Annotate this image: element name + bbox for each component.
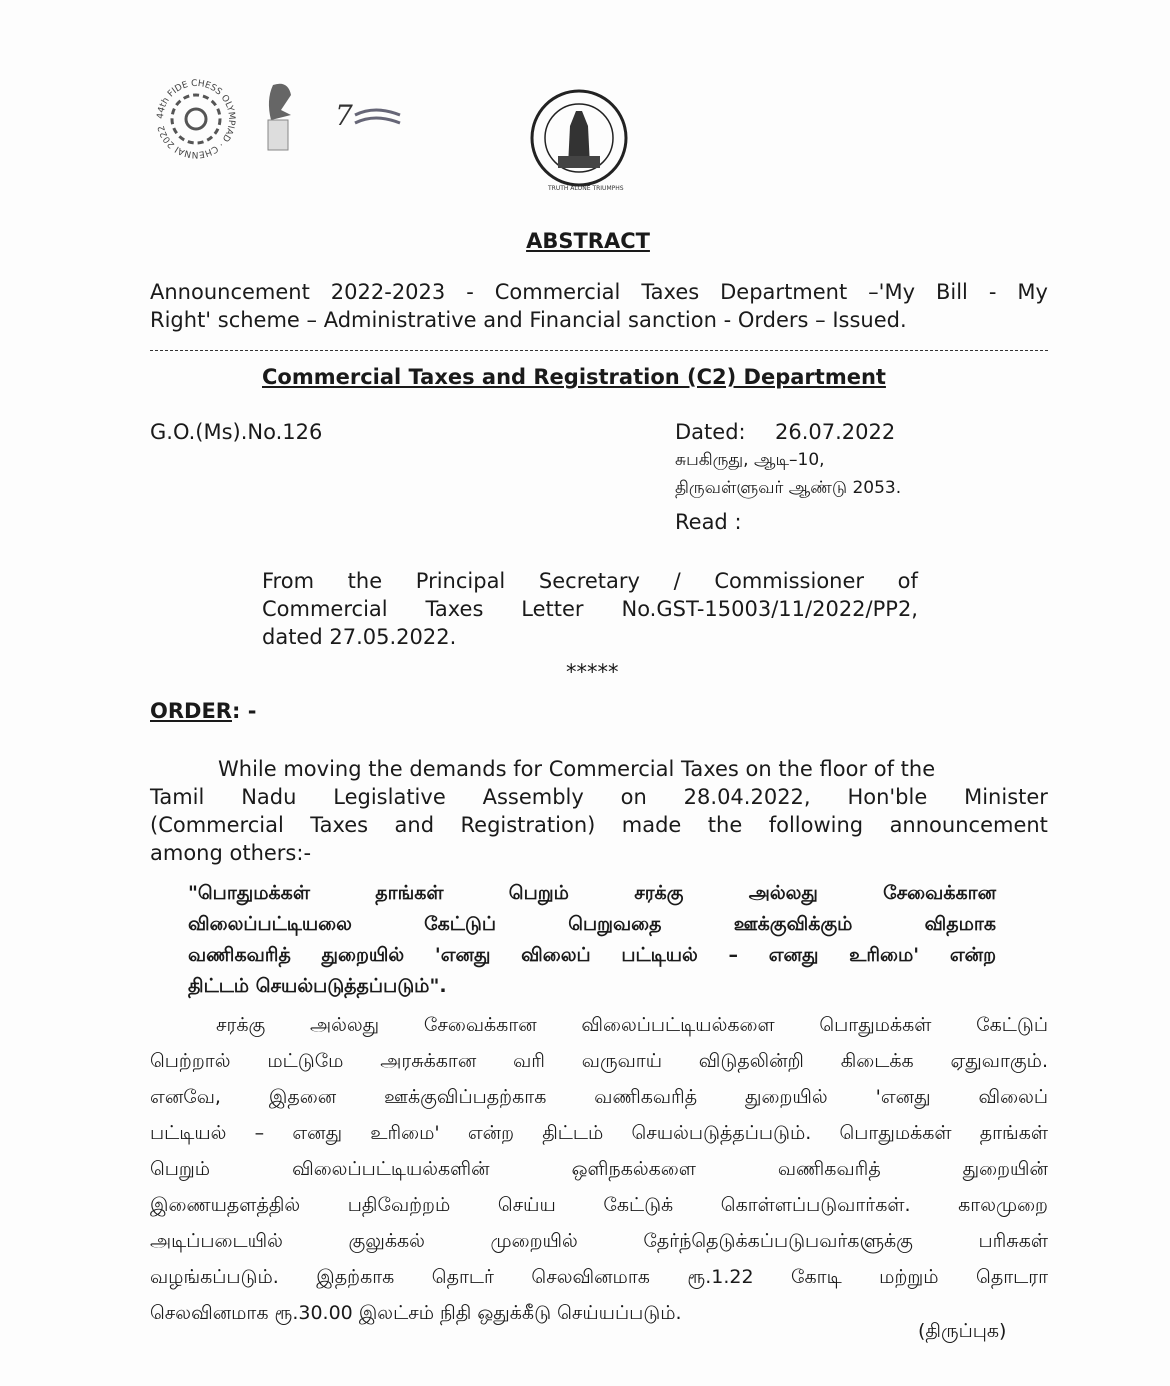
mascot-logo — [258, 80, 298, 155]
word: Letter — [521, 597, 584, 621]
tamil-nadu-emblem — [518, 86, 640, 194]
quote-line-4: திட்டம் செயல்படுத்தப்படும்". — [188, 975, 447, 997]
word: ஊக்குவிக்கும் — [733, 913, 853, 935]
order-para-line-4: among others:- — [150, 841, 312, 865]
continued-note: (திருப்புக) — [918, 1320, 1007, 1342]
abstract-heading: ABSTRACT — [526, 229, 650, 253]
tamil-line: அடிப்படையில் குலுக்கல் முறையில் தேர்ந்தெடுக்கப்படுபவர்களுக்கு பரிசுகள் — [150, 1230, 1048, 1252]
word: My — [1017, 280, 1048, 304]
word: தாங்கள் — [375, 882, 444, 904]
word: Legislative — [333, 785, 446, 809]
svg-text:TRUTH ALONE TRIUMPHS: TRUTH ALONE TRIUMPHS — [548, 185, 624, 192]
tamil-date-1: சுபகிருது, ஆடி–10, — [675, 450, 825, 470]
word: Tamil — [150, 785, 205, 809]
word: 2022-2023 — [330, 280, 446, 304]
word: விலைப்பட்டியலை — [188, 913, 352, 935]
dated-label: Dated: — [675, 420, 746, 444]
azadi-75-logo — [330, 85, 405, 145]
word: made — [621, 813, 682, 837]
tamil-date-2: திருவள்ளுவர் ஆண்டு 2053. — [675, 478, 902, 498]
go-number: G.O.(Ms).No.126 — [150, 420, 323, 444]
tamil-line: சரக்கு அல்லது சேவைக்கான விலைப்பட்டியல்களை பொதுமக்கள் கேட்டுப் — [216, 1014, 1048, 1036]
word: பெறுவதை — [568, 913, 662, 935]
word: on — [620, 785, 647, 809]
word: the — [707, 813, 743, 837]
word: - — [988, 280, 997, 304]
svg-text:44th FIDE CHESS OLYMPIAD · CHE: 44th FIDE CHESS OLYMPIAD · CHENNAI 2022 — [155, 78, 237, 160]
word: Announcement — [150, 280, 310, 304]
reference-line-3: dated 27.05.2022. — [262, 625, 457, 649]
order-label: ORDER — [150, 699, 232, 723]
word: Taxes — [425, 597, 484, 621]
word: the — [347, 569, 383, 593]
word: Hon'ble — [847, 785, 928, 809]
word: Principal — [415, 569, 506, 593]
svg-text:7: 7 — [335, 99, 353, 132]
tamil-line: பட்டியல் – எனது உரிமை' என்ற திட்டம் செயல்படுத்தப்படும். பொதுமக்கள் தாங்கள் — [150, 1122, 1048, 1144]
word: / — [673, 569, 681, 593]
word: Registration) — [460, 813, 596, 837]
word: –'My — [868, 280, 915, 304]
tamil-line: பெற்றால் மட்டுமே அரசுக்கான வரி வருவாய் விடுதலின்றி கிடைக்க ஏதுவாகும். — [150, 1050, 1048, 1072]
chess-olympiad-logo — [155, 78, 237, 160]
word: Commercial — [494, 280, 621, 304]
word: 28.04.2022, — [683, 785, 811, 809]
word: No.GST-15003/11/2022/PP2, — [621, 597, 918, 621]
quote-line-2 — [188, 913, 996, 938]
word: (Commercial — [150, 813, 284, 837]
word: "பொதுமக்கள் — [188, 882, 310, 904]
order-suffix: : - — [231, 699, 257, 723]
tamil-line: பெறும் விலைப்பட்டியல்களின் ஒளிநகல்களை வணிகவரித் துறையின் — [150, 1158, 1048, 1180]
reference-line-1 — [262, 569, 918, 593]
read-label: Read : — [675, 510, 742, 534]
tamil-line: எனவே, இதனை ஊக்குவிப்பதற்காக வணிகவரித் துறையில் 'எனது விலைப் — [150, 1086, 1048, 1108]
reference-line-2 — [262, 597, 918, 621]
word: Taxes — [310, 813, 369, 837]
order-para-line-3 — [150, 813, 1048, 837]
tamil-paragraph — [150, 1014, 1048, 1338]
order-heading — [150, 699, 256, 723]
order-para-line-1: While moving the demands for Commercial Taxes on the floor of the — [218, 757, 936, 781]
word: Minister — [964, 785, 1048, 809]
word: From — [262, 569, 315, 593]
quote-line-3: வணிகவரித் துறையில் 'எனது விலைப் பட்டியல் – எனது உரிமை' என்ற — [188, 944, 996, 966]
word: சரக்கு — [634, 882, 684, 904]
word: Department — [720, 280, 848, 304]
word: Commissioner — [714, 569, 865, 593]
word: Nadu — [241, 785, 297, 809]
word: of — [897, 569, 918, 593]
dated-value: 26.07.2022 — [775, 420, 896, 444]
word: அல்லது — [748, 882, 818, 904]
order-para-line-2 — [150, 785, 1048, 809]
tamil-line: இணையதளத்தில் பதிவேற்றம் செய்ய கேட்டுக் கொள்ளப்படுவார்கள். காலமுறை — [150, 1194, 1048, 1216]
word: and — [394, 813, 435, 837]
department-title: Commercial Taxes and Registration (C2) Department — [262, 365, 886, 389]
quote-line-1 — [188, 882, 996, 907]
word: Assembly — [482, 785, 584, 809]
subject-line-1 — [150, 280, 1048, 304]
word: announcement — [889, 813, 1048, 837]
word: விதமாக — [924, 913, 996, 935]
tamil-line: செலவினமாக ரூ.30.00 இலட்சம் நிதி ஒதுக்கீடு செய்யப்படும். — [150, 1302, 682, 1324]
tamil-line: வழங்கப்படும். இதற்காக தொடர் செலவினமாக ரூ.1.22 கோடி மற்றும் தொடரா — [150, 1266, 1048, 1288]
word: Bill — [935, 280, 968, 304]
separator-stars: ***** — [566, 660, 619, 684]
word: பெறும் — [508, 882, 569, 904]
word: following — [768, 813, 864, 837]
word: - — [466, 280, 474, 304]
word: சேவைக்கான — [883, 882, 996, 904]
subject-line-2: Right' scheme – Administrative and Financial sanction - Orders – Issued. — [150, 308, 907, 332]
word: Secretary — [538, 569, 640, 593]
word: கேட்டுப் — [424, 913, 496, 935]
word: Commercial — [262, 597, 388, 621]
dashed-divider — [150, 350, 1048, 351]
word: Taxes — [641, 280, 700, 304]
